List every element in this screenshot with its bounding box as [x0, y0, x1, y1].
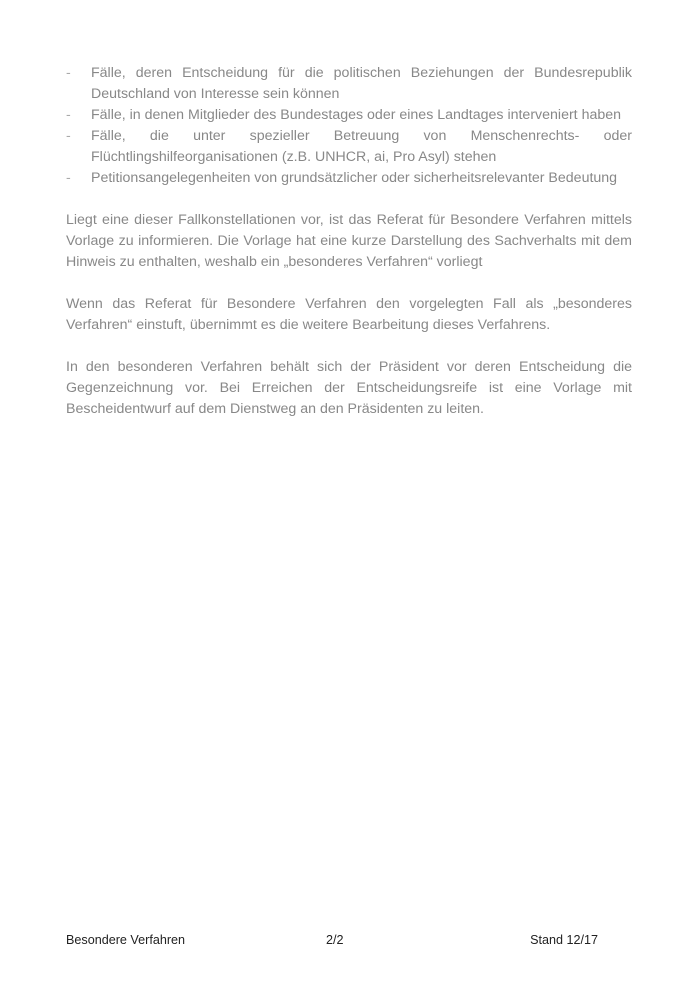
paragraph-countersignature: In den besonderen Verfahren behält sich der Präsident vor deren Entscheidung die Gegenzeichnung vor. Bei Erreichen der Entscheidungsreife ist eine Vorlage mit Bescheidentwurf auf dem Dienstweg an den Präsidenten zu leiten.: [66, 359, 632, 417]
list-item-text: Fälle, in denen Mitglieder des Bundestages oder eines Landtages interveniert haben: [91, 107, 622, 123]
bullet-dash: -: [66, 170, 71, 186]
bullet-dash: -: [66, 65, 71, 81]
case-criteria-list: [66, 63, 632, 189]
bullet-dash: -: [66, 128, 71, 144]
footer-page-number: 2/2: [326, 933, 344, 947]
list-item: [66, 168, 632, 189]
list-item-text: Fälle, deren Entscheidung für die politischen Beziehungen der Bundesrepublik Deutschland von Interesse sein können: [91, 65, 632, 102]
list-item: [66, 63, 632, 105]
list-item: [66, 126, 632, 168]
list-item-text: Petitionsangelegenheiten von grundsätzlicher oder sicherheitsrelevanter Bedeutung: [91, 170, 618, 186]
footer-stand: Stand 12/17: [530, 933, 598, 947]
footer-title: Besondere Verfahren: [66, 933, 186, 947]
bullet-dash: -: [66, 107, 71, 123]
paragraph-notification: Liegt eine dieser Fallkonstellationen vor, ist das Referat für Besondere Verfahren mittels Vorlage zu informieren. Die Vorlage hat eine kurze Darstellung des Sachverhalts mit dem Hinweis zu enthalten, weshalb ein „besonderes Verfahren“ vorliegt: [66, 212, 632, 270]
paragraph-classification: Wenn das Referat für Besondere Verfahren den vorgelegten Fall als „besonderes Verfahren“ einstuft, übernimmt es die weitere Bearbeitung dieses Verfahrens.: [66, 296, 632, 333]
page-footer: [66, 933, 632, 951]
list-item: [66, 105, 632, 126]
list-item-text: Fälle, die unter spezieller Betreuung von Menschenrechts- oder Flüchtlingshilfeorganisationen (z.B. UNHCR, ai, Pro Asyl) stehen: [91, 128, 632, 165]
document-body: [66, 63, 632, 420]
